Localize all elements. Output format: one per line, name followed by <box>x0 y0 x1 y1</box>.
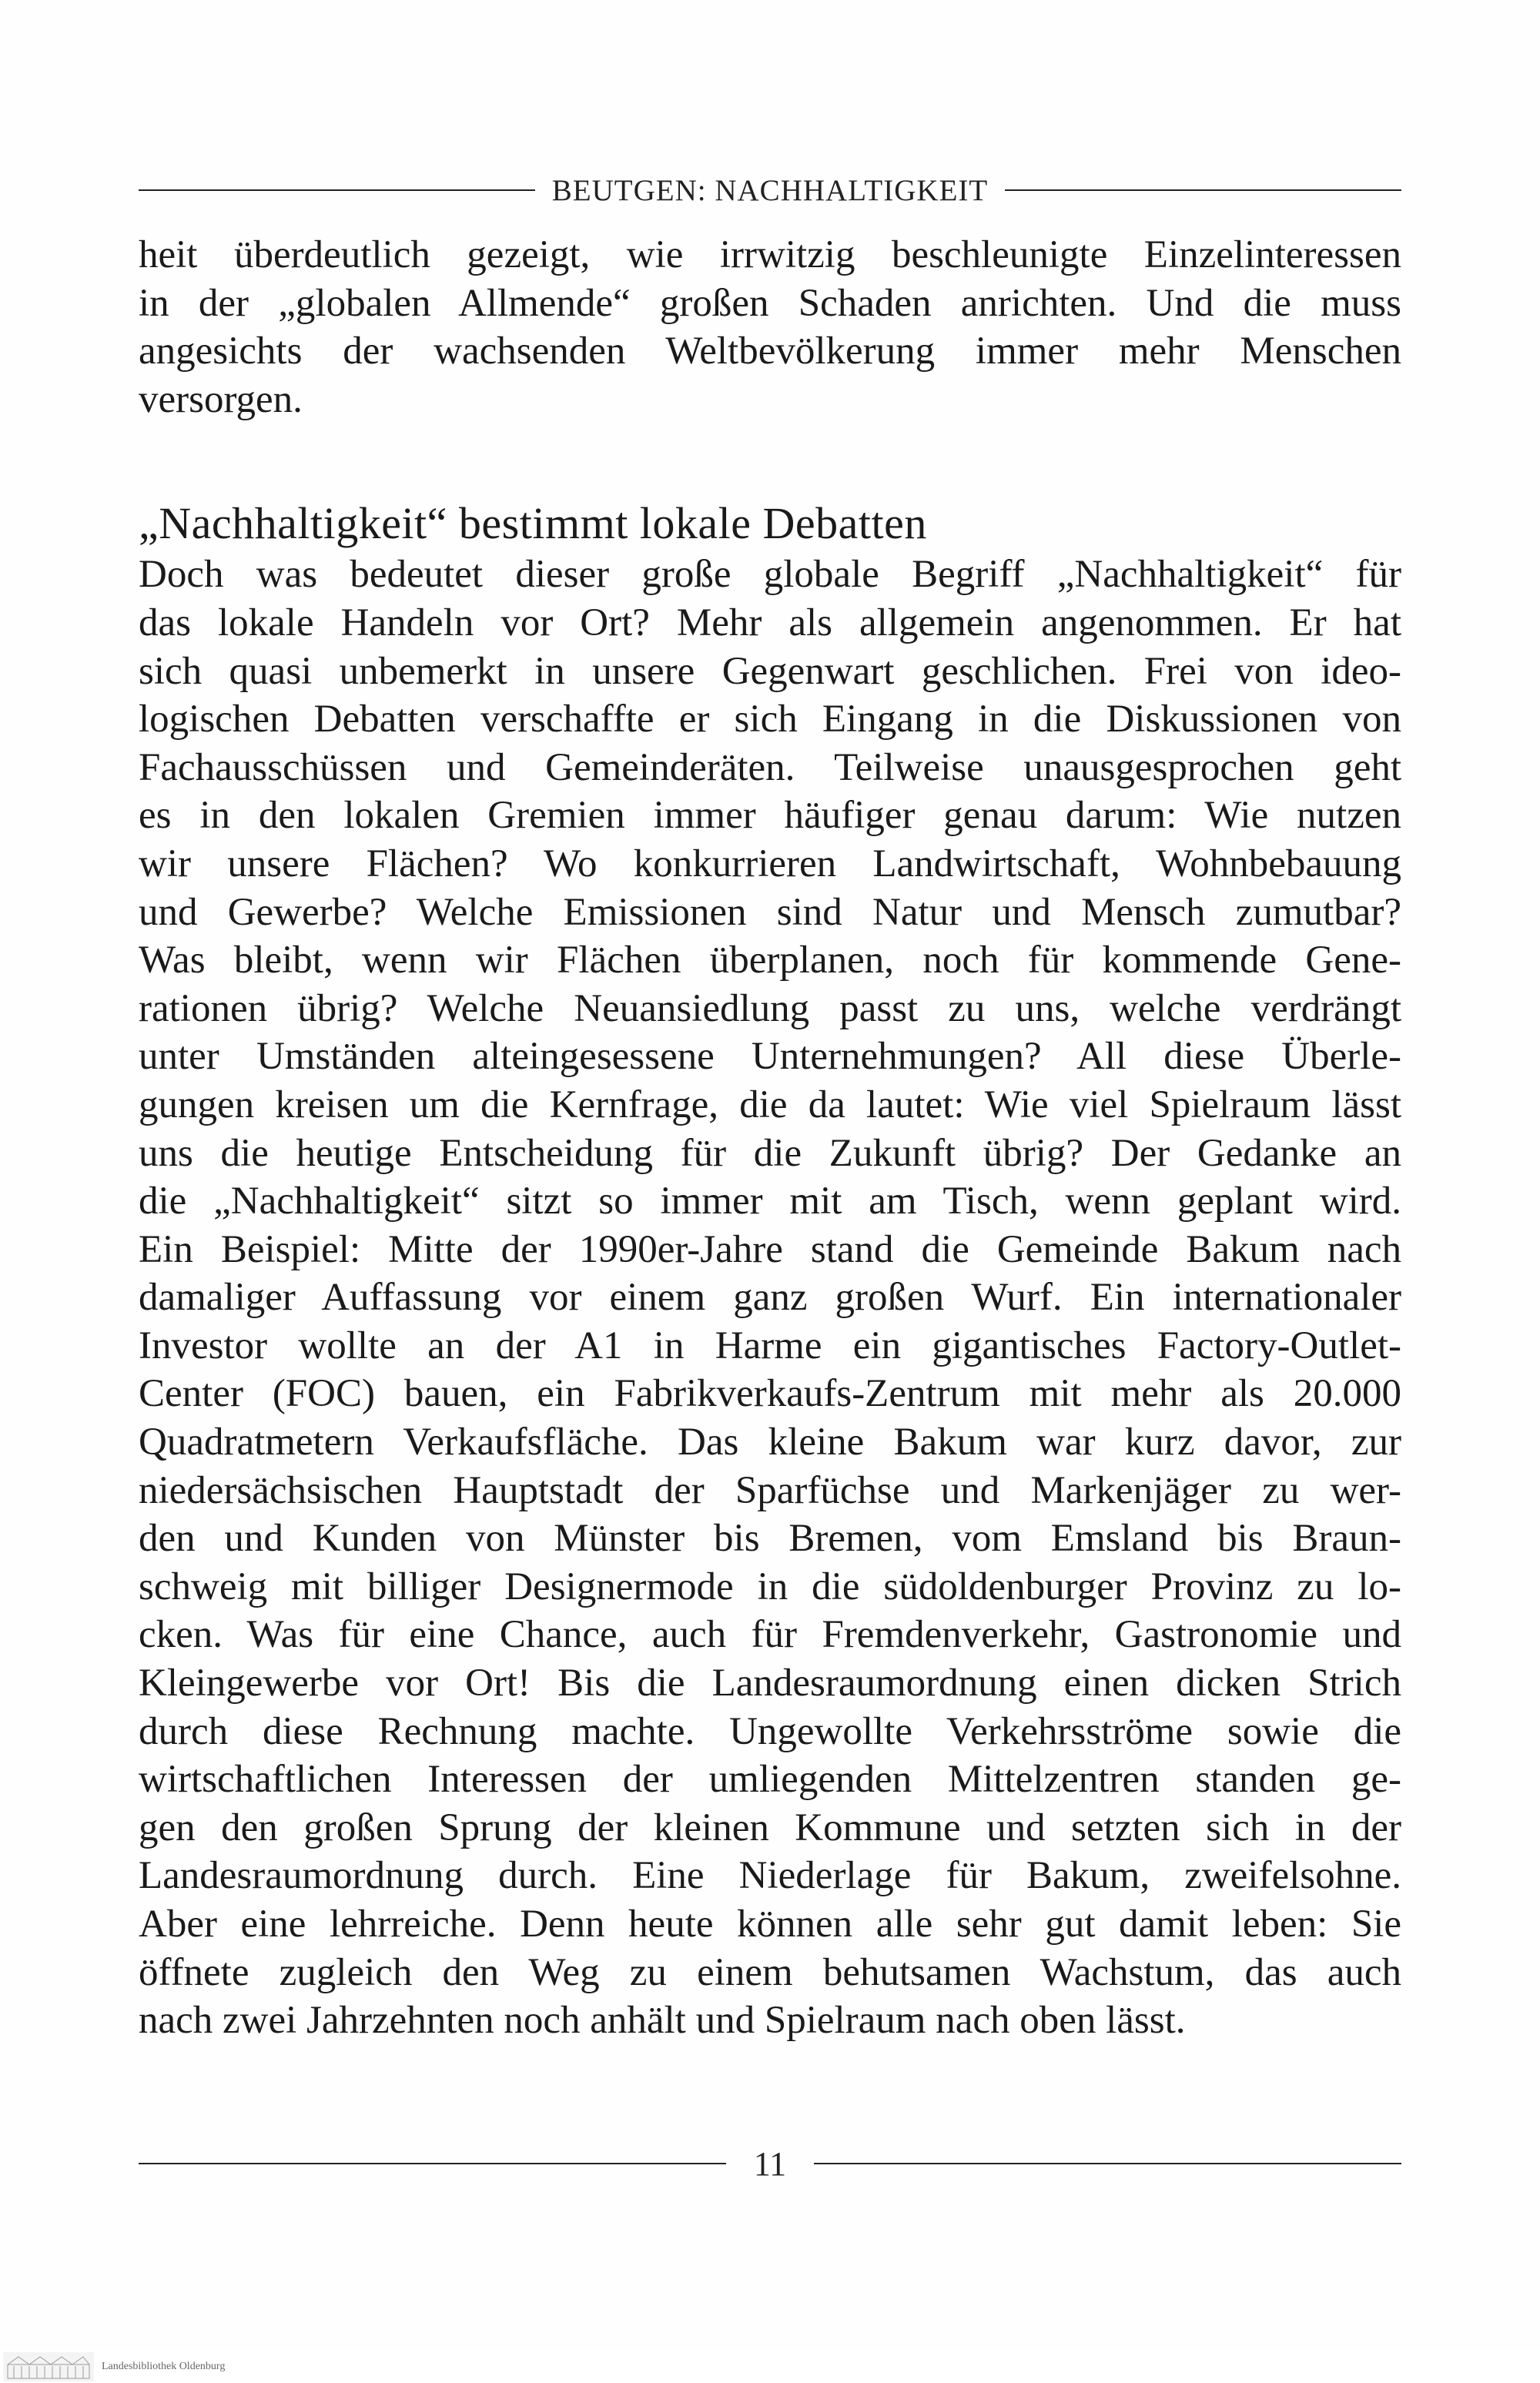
text-line: Aber eine lehrreiche. Denn heute können alle sehr gut damit leben: Sie <box>139 1903 1401 1946</box>
text-line: Ein Beispiel: Mitte der 1990er-Jahre stand die Gemeinde Bakum nach <box>139 1227 1401 1271</box>
text-line: wirtschaftlichen Interessen der umliegenden Mittelzentren standen ge- <box>139 1758 1401 1802</box>
text-line: gungen kreisen um die Kernfrage, die da lautet: Wie viel Spielraum lässt <box>139 1083 1401 1126</box>
body-paragraph <box>139 551 1401 2044</box>
text-line: logischen Debatten verschaffte er sich Eingang in die Diskussionen von <box>139 698 1401 741</box>
library-building-icon <box>3 2352 94 2381</box>
text-line: versorgen. <box>139 377 303 421</box>
header-rule-right <box>1005 189 1401 191</box>
text-line: in der „globalen Allmende“ großen Schaden anrichten. Und die muss <box>139 281 1401 325</box>
text-line: öffnete zugleich den Weg zu einem behutsamen Wachstum, das auch <box>139 1950 1401 1994</box>
text-line: Kleingewerbe vor Ort! Bis die Landesraumordnung einen dicken Strich <box>139 1662 1401 1705</box>
running-header-title: BEUTGEN: NACHHALTIGKEIT <box>551 173 989 207</box>
text-line: unter Umständen alteingesessene Unternehmungen? All diese Überle- <box>139 1035 1401 1079</box>
text-line: Quadratmetern Verkaufsfläche. Das kleine Bakum war kurz davor, zur <box>139 1421 1401 1464</box>
text-line: Investor wollte an der A1 in Harme ein gigantisches Factory-Outlet- <box>139 1324 1401 1367</box>
text-line: wir unsere Flächen? Wo konkurrieren Landwirtschaft, Wohnbebauung <box>139 842 1401 885</box>
text-line: Was bleibt, wenn wir Flächen überplanen, noch für kommende Gene- <box>139 939 1401 982</box>
watermark-label: Landesbibliothek Oldenburg <box>102 2360 226 2372</box>
text-line: gen den großen Sprung der kleinen Kommune und setzten sich in der <box>139 1806 1401 1849</box>
text-line: es in den lokalen Gremien immer häufiger genau darum: Wie nutzen <box>139 794 1401 838</box>
text-line: Fachausschüssen und Gemeinderäten. Teilweise unausgesprochen geht <box>139 745 1401 789</box>
text-line: schweig mit billiger Designermode in die südoldenburger Provinz zu lo- <box>139 1565 1401 1608</box>
text-line: die „Nachhaltigkeit“ sitzt so immer mit am Tisch, wenn geplant wird. <box>139 1180 1401 1223</box>
text-line: cken. Was für eine Chance, auch für Fremdenverkehr, Gastronomie und <box>139 1613 1401 1657</box>
text-line: sich quasi unbemerkt in unsere Gegenwart geschlichen. Frei von ideo- <box>139 649 1401 693</box>
text-line: durch diese Rechnung machte. Ungewollte Verkehrsströme sowie die <box>139 1709 1401 1753</box>
page-footer <box>139 2142 1401 2185</box>
library-watermark <box>0 2350 1540 2383</box>
page-number: 11 <box>753 2144 787 2183</box>
text-line: rationen übrig? Welche Neuansiedlung passt zu uns, welche verdrängt <box>139 986 1401 1030</box>
footer-rule-left <box>139 2163 726 2164</box>
footer-rule-right <box>814 2163 1401 2164</box>
text-line: damaliger Auffassung vor einem ganz großen Wurf. Ein internationaler <box>139 1276 1401 1320</box>
text-line: den und Kunden von Münster bis Bremen, vom Emsland bis Braun- <box>139 1517 1401 1561</box>
text-line: Center (FOC) bauen, ein Fabrikverkaufs-Zentrum mit mehr als 20.000 <box>139 1372 1401 1416</box>
section-heading: „Nachhaltigkeit“ bestimmt lokale Debatten <box>139 498 927 549</box>
text-line: und Gewerbe? Welche Emissionen sind Natur und Mensch zumutbar? <box>139 890 1401 934</box>
text-line: heit überdeutlich gezeigt, wie irrwitzig beschleunigte Einzelinteressen <box>139 233 1401 276</box>
text-line: niedersächsischen Hauptstadt der Sparfüchse und Markenjäger zu wer- <box>139 1468 1401 1512</box>
running-header <box>139 171 1401 209</box>
text-line: uns die heutige Entscheidung für die Zukunft übrig? Der Gedanke an <box>139 1131 1401 1175</box>
text-line: Doch was bedeutet dieser große globale Begriff „Nachhaltigkeit“ für <box>139 553 1401 597</box>
header-rule-left <box>139 189 535 191</box>
text-line: angesichts der wachsenden Weltbevölkerung immer mehr Menschen <box>139 330 1401 373</box>
text-line: nach zwei Jahrzehnten noch anhält und Spielraum nach oben lässt. <box>139 1999 1186 2043</box>
text-line: Landesraumordnung durch. Eine Niederlage für Bakum, zweifelsohne. <box>139 1854 1401 1898</box>
page-content <box>139 231 1401 2045</box>
intro-paragraph <box>139 231 1401 423</box>
text-line: das lokale Handeln vor Ort? Mehr als allgemein angenommen. Er hat <box>139 601 1401 644</box>
